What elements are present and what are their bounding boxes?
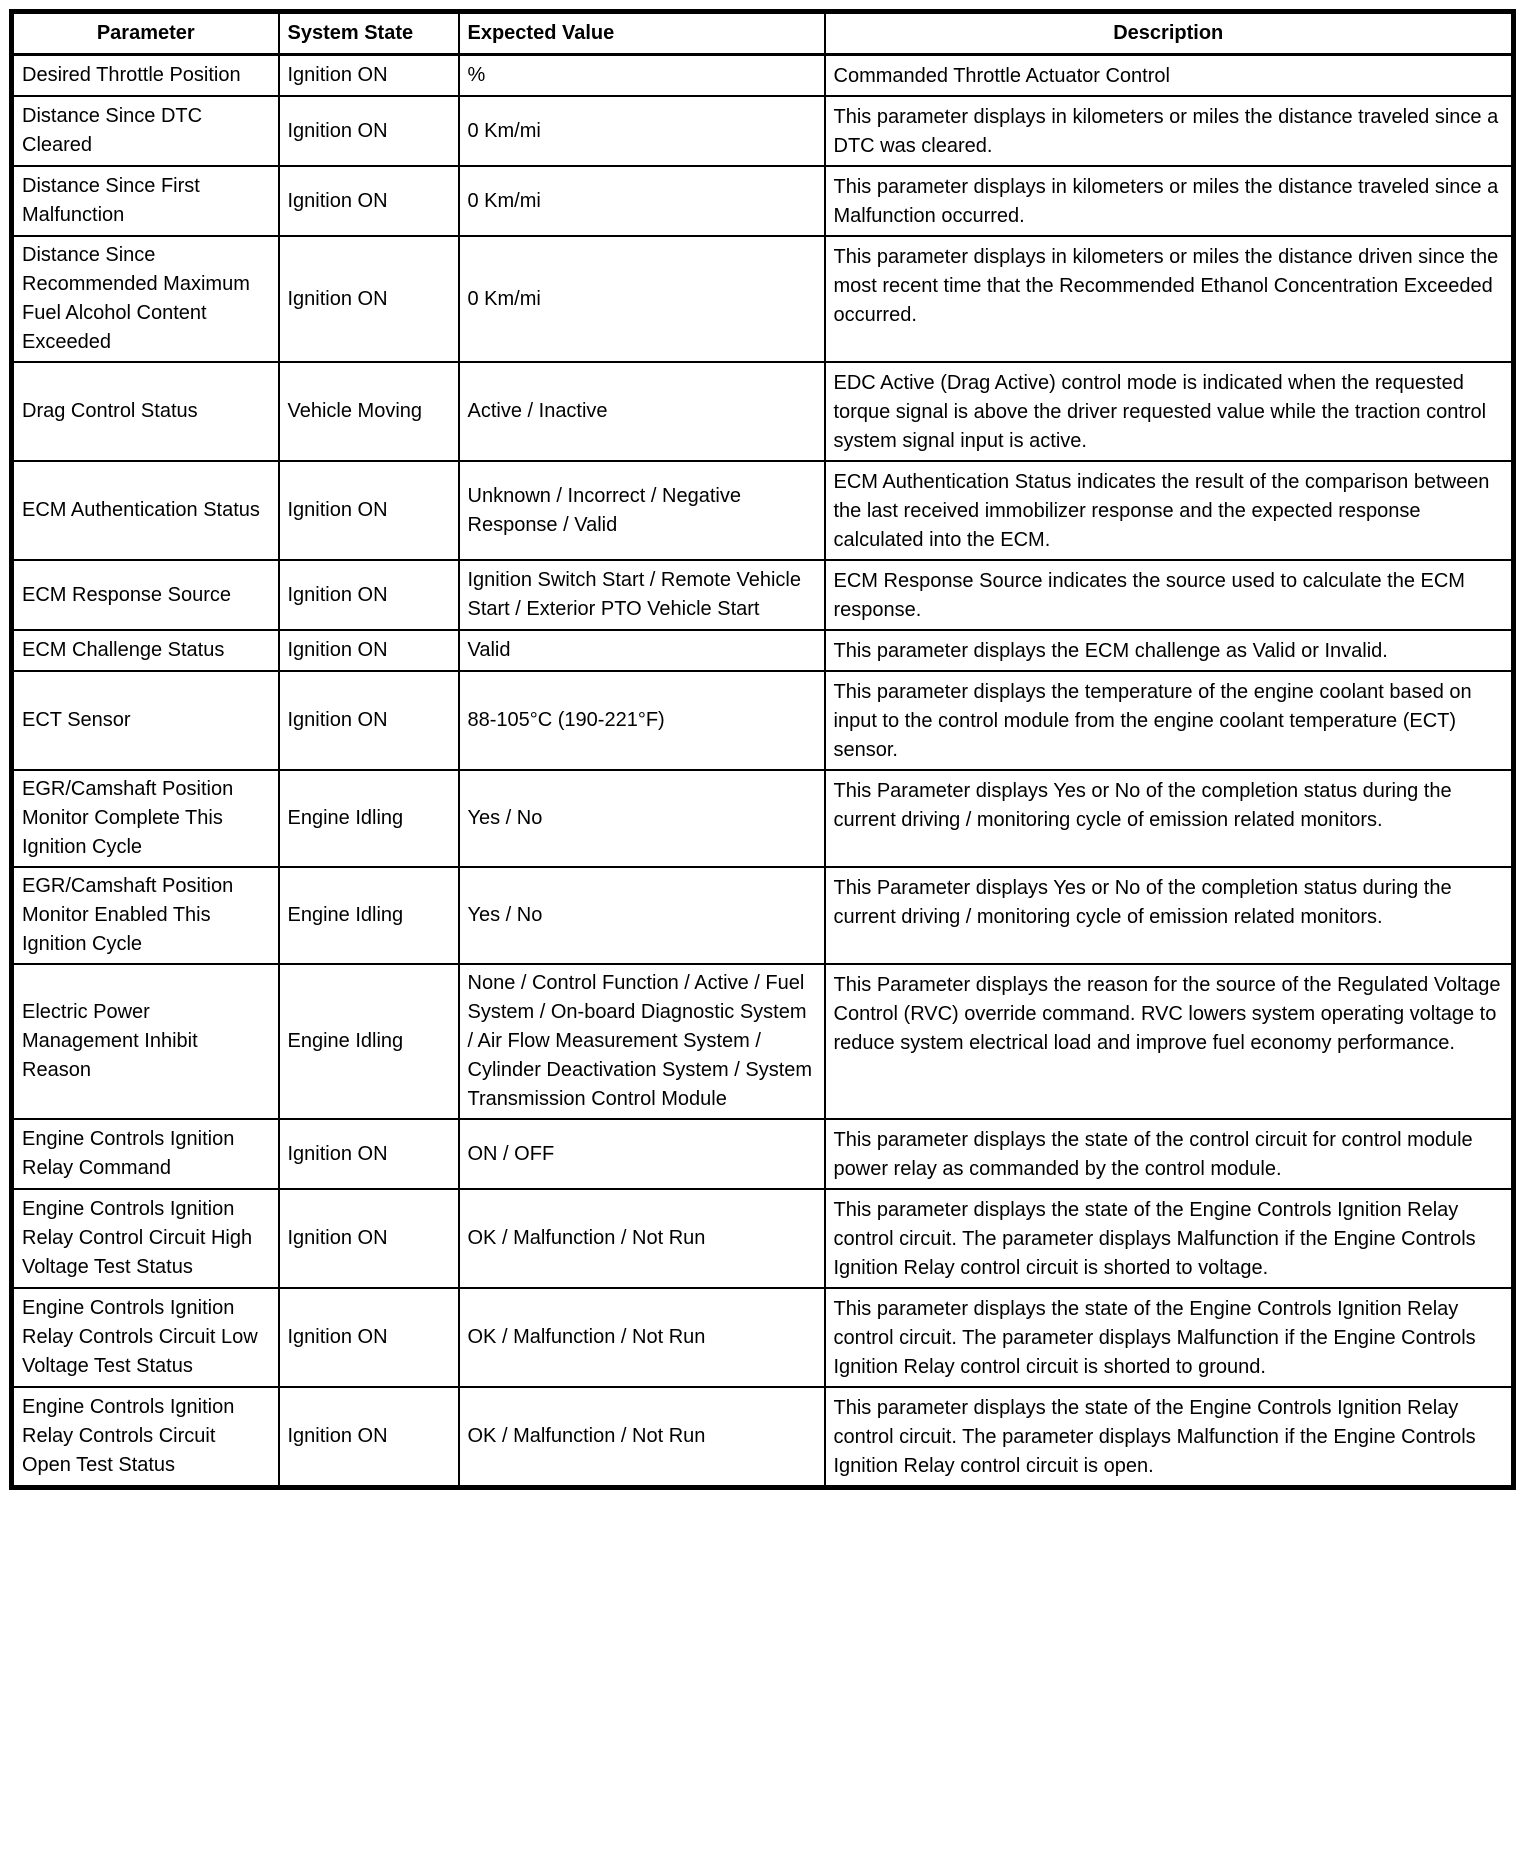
table-row — [12, 867, 1514, 964]
table-row — [12, 1119, 1514, 1189]
table-row — [12, 461, 1514, 560]
cell-parameter: ECM Authentication Status — [12, 461, 279, 560]
table-row — [12, 236, 1514, 362]
cell-expected-value: 88-105°C (190-221°F) — [459, 671, 825, 770]
cell-description: This parameter displays the state of the control circuit for control module power relay as commanded by the control module. — [825, 1119, 1514, 1189]
cell-description: This parameter displays the state of the Engine Controls Ignition Relay control circuit. The parameter displays Malfunction if the Engine Controls Ignition Relay control circuit is open. — [825, 1387, 1514, 1488]
cell-description: ECM Authentication Status indicates the result of the comparison between the last received immobilizer response and the expected response calculated into the ECM. — [825, 461, 1514, 560]
cell-system-state: Engine Idling — [279, 867, 459, 964]
cell-description: This parameter displays in kilometers or miles the distance driven since the most recent time that the Recommended Ethanol Concentration Exceeded occurred. — [825, 236, 1514, 362]
cell-parameter: Engine Controls Ignition Relay Controls Circuit Low Voltage Test Status — [12, 1288, 279, 1387]
cell-expected-value: Unknown / Incorrect / Negative Response / Valid — [459, 461, 825, 560]
cell-description: This parameter displays the state of the Engine Controls Ignition Relay control circuit. The parameter displays Malfunction if the Engine Controls Ignition Relay control circuit is shorted to voltage. — [825, 1189, 1514, 1288]
cell-parameter: Distance Since Recommended Maximum Fuel Alcohol Content Exceeded — [12, 236, 279, 362]
table-row — [12, 96, 1514, 166]
table-row — [12, 1387, 1514, 1488]
cell-expected-value: OK / Malfunction / Not Run — [459, 1387, 825, 1488]
cell-parameter: Desired Throttle Position — [12, 55, 279, 97]
cell-system-state: Ignition ON — [279, 166, 459, 236]
cell-system-state: Engine Idling — [279, 770, 459, 867]
cell-parameter: Engine Controls Ignition Relay Control Circuit High Voltage Test Status — [12, 1189, 279, 1288]
table-row — [12, 770, 1514, 867]
cell-description: This parameter displays the temperature of the engine coolant based on input to the control module from the engine coolant temperature (ECT) sensor. — [825, 671, 1514, 770]
cell-parameter: EGR/Camshaft Position Monitor Complete This Ignition Cycle — [12, 770, 279, 867]
cell-system-state: Engine Idling — [279, 964, 459, 1119]
cell-expected-value: % — [459, 55, 825, 97]
cell-description: This parameter displays in kilometers or miles the distance traveled since a Malfunction occurred. — [825, 166, 1514, 236]
cell-system-state: Ignition ON — [279, 1119, 459, 1189]
cell-system-state: Ignition ON — [279, 560, 459, 630]
cell-parameter: Engine Controls Ignition Relay Command — [12, 1119, 279, 1189]
header-description: Description — [825, 12, 1514, 55]
cell-expected-value: None / Control Function / Active / Fuel System / On-board Diagnostic System / Air Flow Measurement System / Cylinder Deactivation System / System Transmission Control Module — [459, 964, 825, 1119]
cell-expected-value: Active / Inactive — [459, 362, 825, 461]
cell-description: This Parameter displays Yes or No of the completion status during the current driving / monitoring cycle of emission related monitors. — [825, 867, 1514, 964]
cell-system-state: Ignition ON — [279, 1189, 459, 1288]
table-row — [12, 560, 1514, 630]
cell-parameter: Drag Control Status — [12, 362, 279, 461]
table-row — [12, 1189, 1514, 1288]
table-row — [12, 630, 1514, 671]
cell-parameter: ECM Challenge Status — [12, 630, 279, 671]
cell-expected-value: 0 Km/mi — [459, 166, 825, 236]
table-row — [12, 1288, 1514, 1387]
cell-description: Commanded Throttle Actuator Control — [825, 55, 1514, 97]
cell-description: EDC Active (Drag Active) control mode is indicated when the requested torque signal is above the driver requested value while the traction control system signal input is active. — [825, 362, 1514, 461]
cell-expected-value: Valid — [459, 630, 825, 671]
cell-system-state: Ignition ON — [279, 461, 459, 560]
cell-parameter: ECM Response Source — [12, 560, 279, 630]
cell-description: This Parameter displays Yes or No of the completion status during the current driving / monitoring cycle of emission related monitors. — [825, 770, 1514, 867]
cell-system-state: Ignition ON — [279, 55, 459, 97]
header-expected-value: Expected Value — [459, 12, 825, 55]
cell-system-state: Ignition ON — [279, 1288, 459, 1387]
cell-system-state: Vehicle Moving — [279, 362, 459, 461]
cell-expected-value: 0 Km/mi — [459, 96, 825, 166]
cell-system-state: Ignition ON — [279, 96, 459, 166]
table-body — [12, 55, 1514, 1488]
cell-parameter: ECT Sensor — [12, 671, 279, 770]
table-row — [12, 55, 1514, 97]
cell-system-state: Ignition ON — [279, 236, 459, 362]
cell-parameter: Engine Controls Ignition Relay Controls Circuit Open Test Status — [12, 1387, 279, 1488]
cell-parameter: Distance Since First Malfunction — [12, 166, 279, 236]
table-header-row — [12, 12, 1514, 55]
cell-expected-value: Ignition Switch Start / Remote Vehicle Start / Exterior PTO Vehicle Start — [459, 560, 825, 630]
table-row — [12, 964, 1514, 1119]
cell-description: ECM Response Source indicates the source used to calculate the ECM response. — [825, 560, 1514, 630]
table-row — [12, 671, 1514, 770]
scan-tool-parameter-table — [9, 9, 1516, 1490]
table-row — [12, 362, 1514, 461]
cell-system-state: Ignition ON — [279, 630, 459, 671]
cell-expected-value: OK / Malfunction / Not Run — [459, 1189, 825, 1288]
cell-description: This Parameter displays the reason for the source of the Regulated Voltage Control (RVC) override command. RVC lowers system operating voltage to reduce system electrical load and improve fuel economy performance. — [825, 964, 1514, 1119]
cell-description: This parameter displays in kilometers or miles the distance traveled since a DTC was cleared. — [825, 96, 1514, 166]
cell-parameter: Electric Power Management Inhibit Reason — [12, 964, 279, 1119]
cell-expected-value: Yes / No — [459, 867, 825, 964]
cell-expected-value: ON / OFF — [459, 1119, 825, 1189]
cell-description: This parameter displays the ECM challenge as Valid or Invalid. — [825, 630, 1514, 671]
cell-parameter: Distance Since DTC Cleared — [12, 96, 279, 166]
table-row — [12, 166, 1514, 236]
cell-expected-value: OK / Malfunction / Not Run — [459, 1288, 825, 1387]
header-system-state: System State — [279, 12, 459, 55]
cell-description: This parameter displays the state of the Engine Controls Ignition Relay control circuit. The parameter displays Malfunction if the Engine Controls Ignition Relay control circuit is shorted to ground. — [825, 1288, 1514, 1387]
cell-expected-value: 0 Km/mi — [459, 236, 825, 362]
cell-system-state: Ignition ON — [279, 1387, 459, 1488]
cell-parameter: EGR/Camshaft Position Monitor Enabled This Ignition Cycle — [12, 867, 279, 964]
cell-system-state: Ignition ON — [279, 671, 459, 770]
header-parameter: Parameter — [12, 12, 279, 55]
cell-expected-value: Yes / No — [459, 770, 825, 867]
